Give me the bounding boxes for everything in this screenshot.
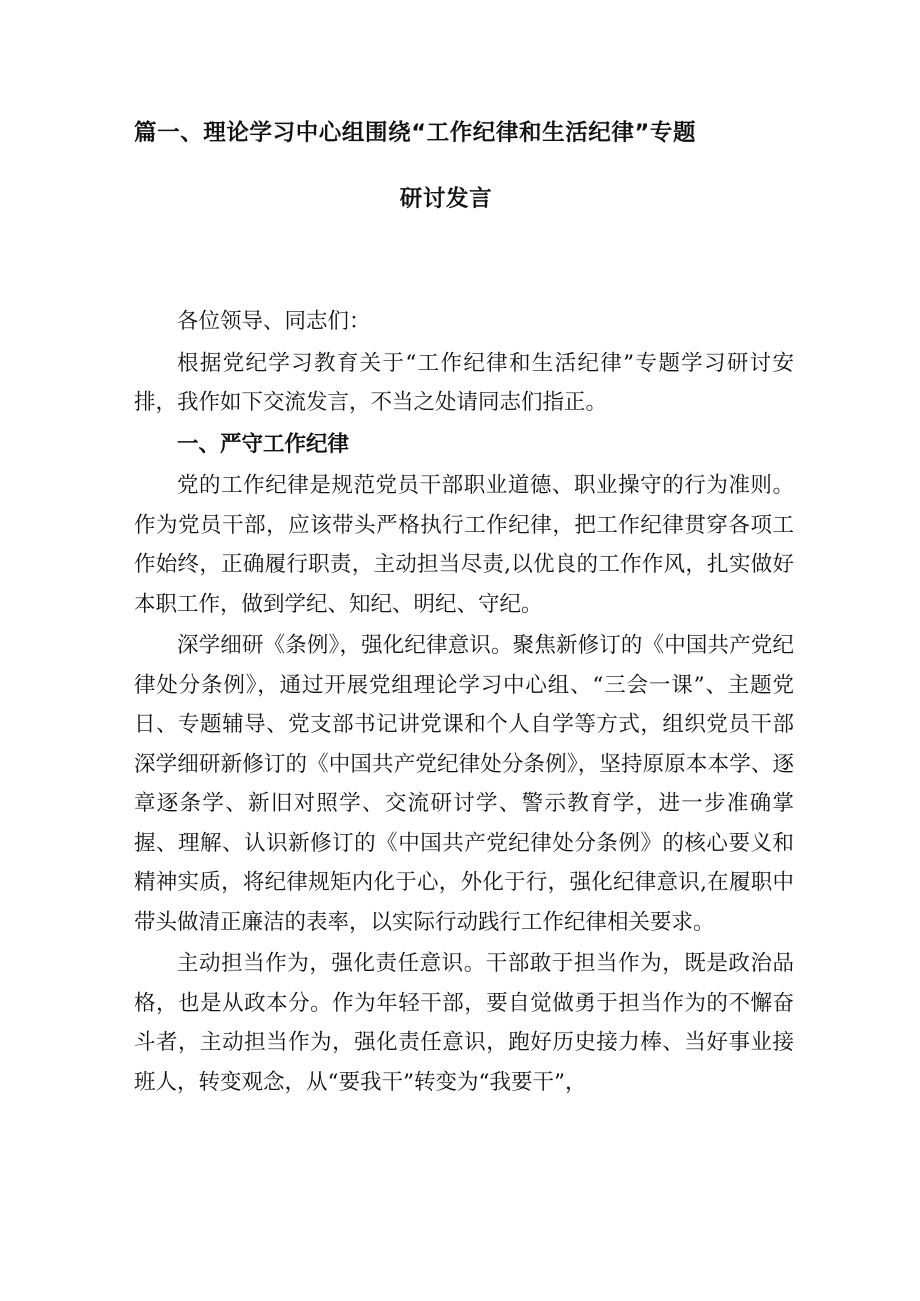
section-paragraph-3: 主动担当作为，强化责任意识。干部敢于担当作为，既是政治品格，也是从政本分。作为年轻干部，要自觉做勇于担当作为的不懈奋斗者，主动担当作为，强化责任意识，跑好历史接力棒、当好事业接班人，转变观念，从“要我干”转变为“我要干”，: [134, 951, 794, 1095]
document-content: [134, 118, 794, 1104]
document-title-line-2: 研讨发言: [399, 186, 493, 212]
document-title-line-1: 篇一、理论学习中心组围绕“工作纪律和生活纪律”专题: [134, 120, 697, 146]
document-body: [134, 302, 794, 1102]
intro-paragraph: 根据党纪学习教育关于“工作纪律和生活纪律”专题学习研讨安排，我作如下交流发言，不当之处请同志们指正。: [134, 350, 794, 415]
section-paragraph-2: 深学细研《条例》，强化纪律意识。聚焦新修订的《中国共产党纪律处分条例》，通过开展党组理论学习中心组、“三会一课”、主题党日、专题辅导、党支部书记讲党课和个人自学等方式，组织党员干部深学细研新修订的《中国共产党纪律处分条例》，坚持原原本本学、逐章逐条学、新旧对照学、交流研讨学、警示教育学，进一步准确掌握、理解、认识新修订的《中国共产党纪律处分条例》的核心要义和精神实质，将纪律规矩内化于心，外化于行，强化纪律意识,在履职中带头做清正廉洁的表率，以实际行动践行工作纪律相关要求。: [134, 633, 794, 935]
salutation: 各位领导、同志们：: [177, 309, 371, 334]
section-paragraph-1: 党的工作纪律是规范党员干部职业道德、职业操守的行为准则。作为党员干部，应该带头严格执行工作纪律，把工作纪律贯穿各项工作始终，正确履行职责，主动担当尽责,以优良的工作作风，扎实做好本职工作，做到学纪、知纪、明纪、守纪。: [134, 473, 794, 617]
section-heading-work-discipline: 一、严守工作纪律: [177, 431, 350, 457]
